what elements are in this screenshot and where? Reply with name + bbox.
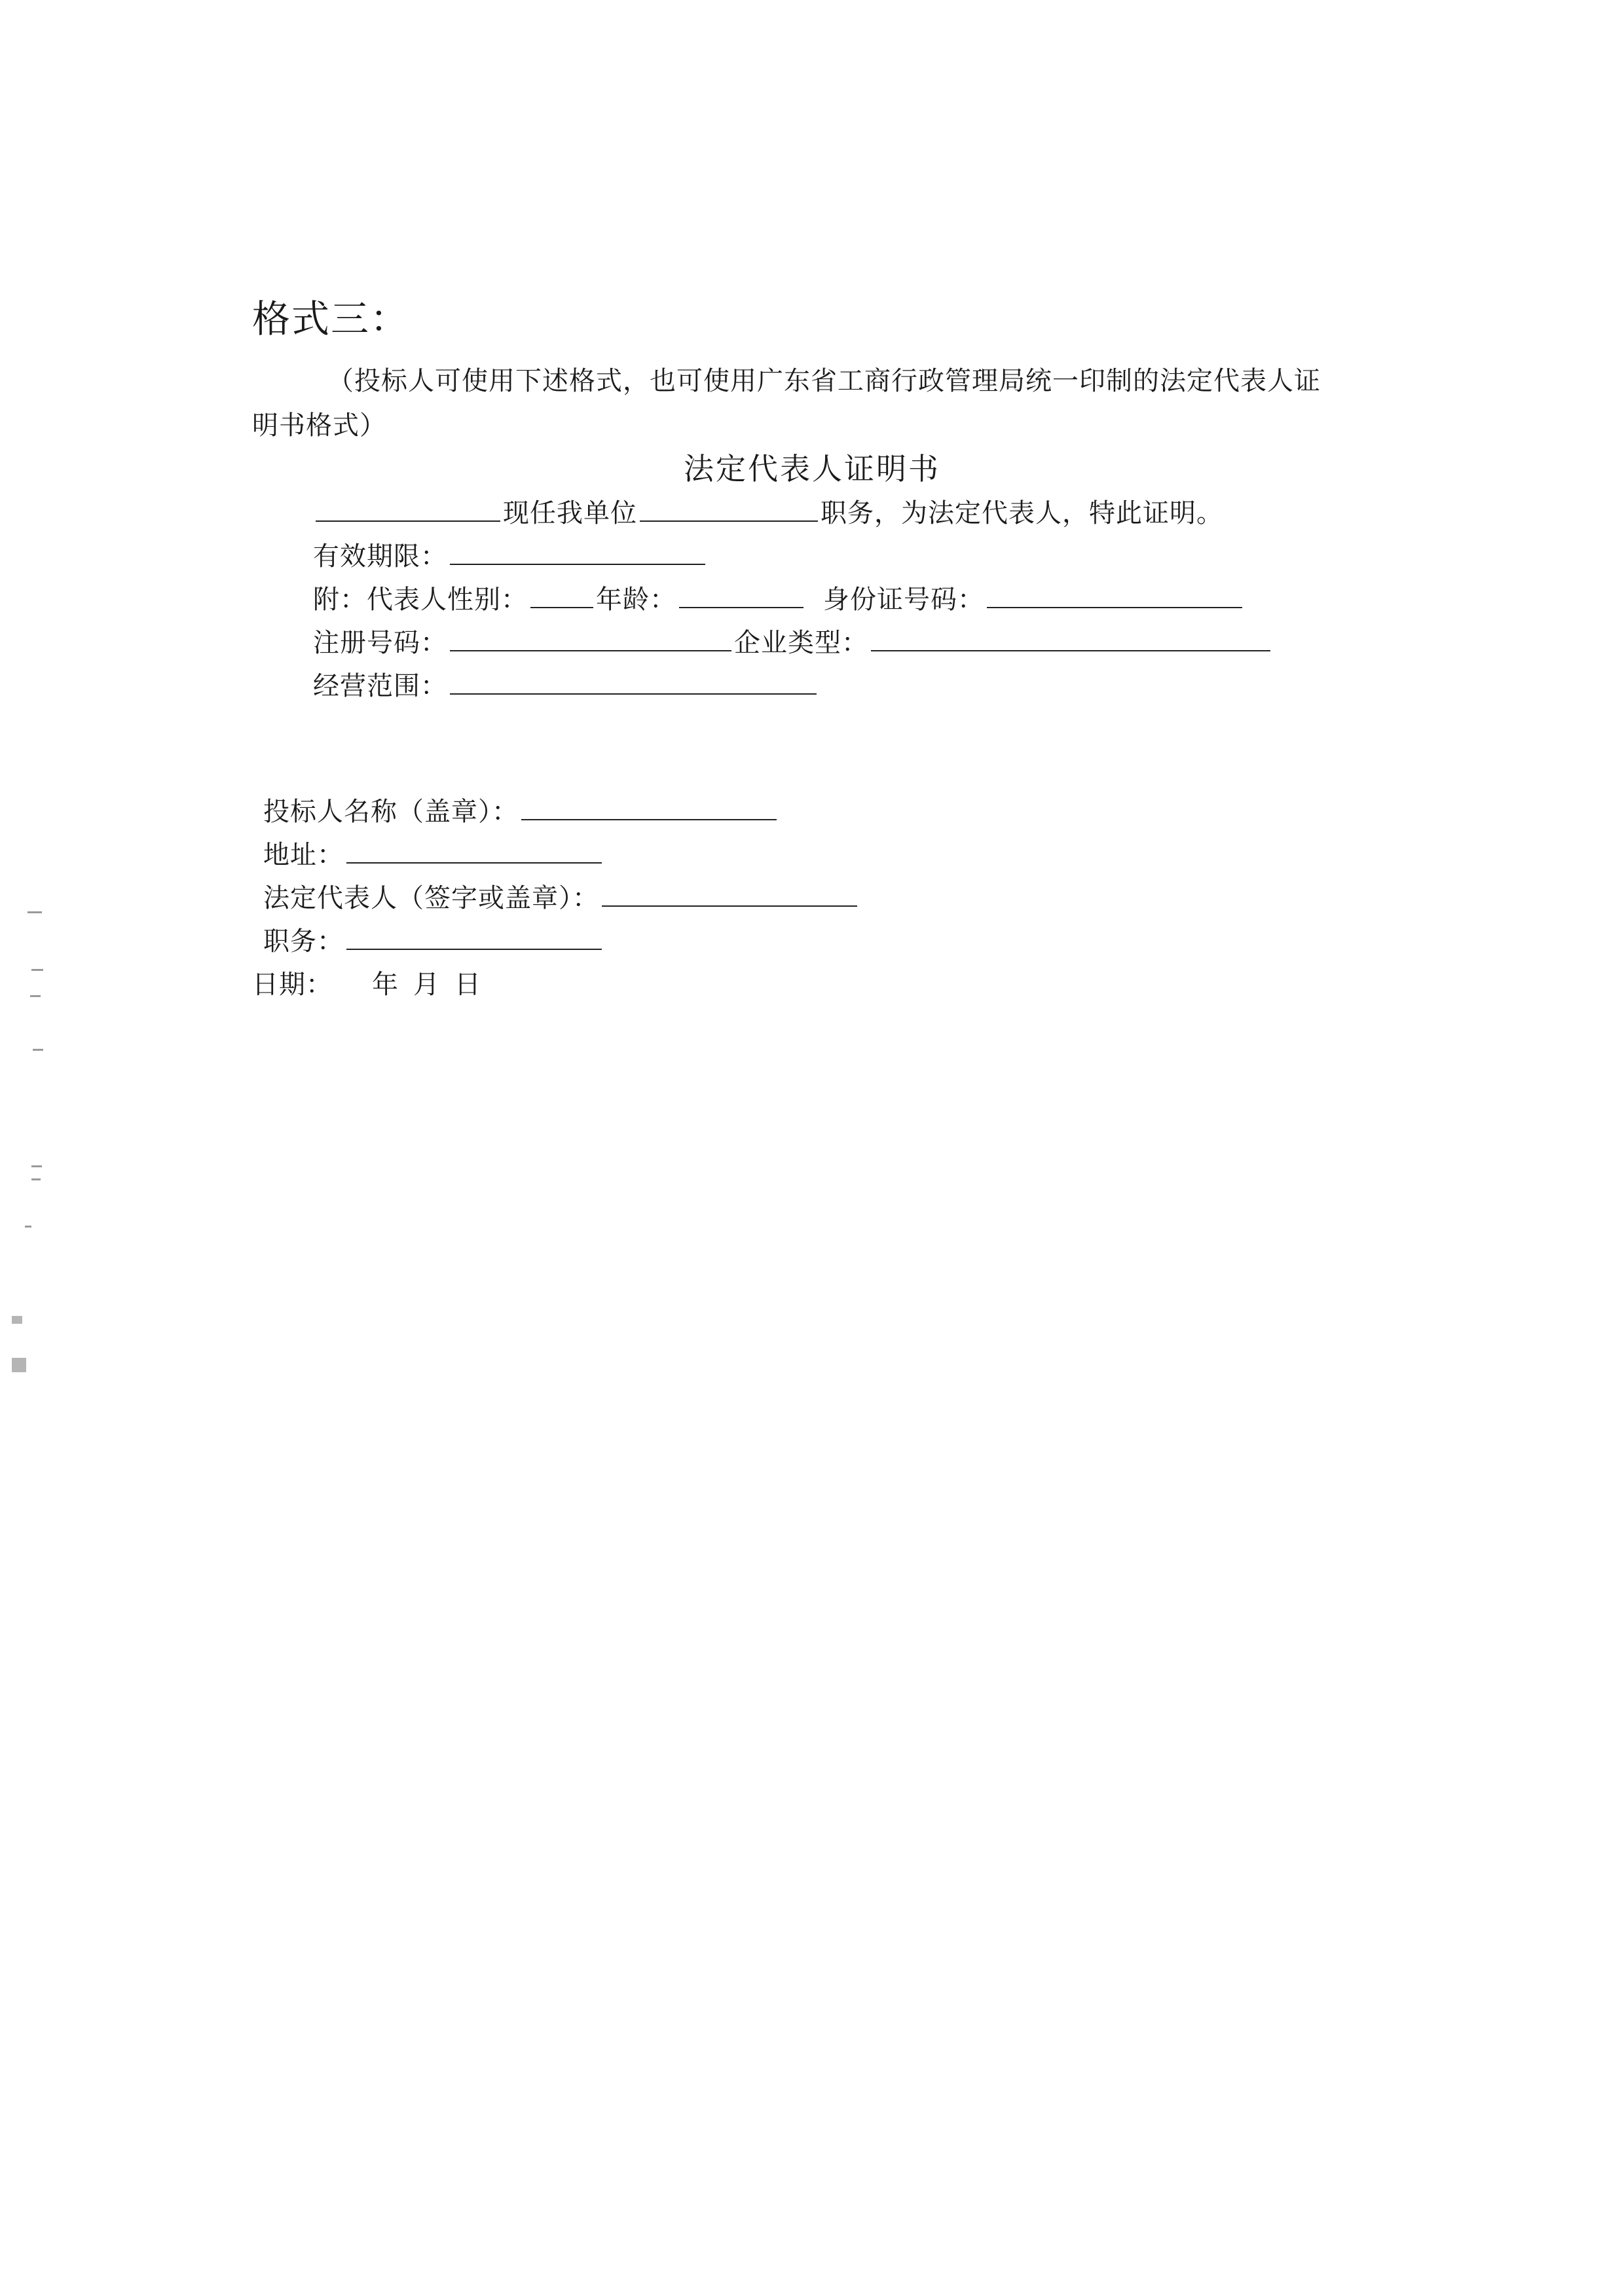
position-label: 职务： bbox=[263, 926, 344, 957]
intro-line-1: （投标人可使用下述格式，也可使用广东省工商行政管理局统一印制的法定代表人证 bbox=[327, 366, 1321, 396]
scan-artifact bbox=[25, 1226, 31, 1228]
valid-period-row bbox=[313, 536, 708, 573]
position-sign-blank[interactable] bbox=[346, 922, 602, 950]
bidder-name-blank[interactable] bbox=[521, 793, 777, 820]
age-blank[interactable] bbox=[679, 581, 803, 608]
position-row bbox=[263, 920, 604, 958]
scan-artifact bbox=[30, 995, 41, 997]
certificate-title: 法定代表人证明书 bbox=[684, 451, 940, 486]
legal-rep-row bbox=[263, 877, 860, 915]
rep-info-row bbox=[313, 579, 1245, 616]
id-number-blank[interactable] bbox=[987, 581, 1242, 608]
bidder-name-label: 投标人名称（盖章）： bbox=[263, 797, 519, 827]
date-day: 日 bbox=[454, 970, 481, 1000]
legal-rep-label: 法定代表人（签字或盖章）： bbox=[263, 883, 599, 913]
scan-artifact bbox=[31, 1178, 41, 1180]
legal-rep-blank[interactable] bbox=[602, 879, 857, 907]
scan-artifact bbox=[31, 969, 43, 971]
business-scope-label: 经营范围： bbox=[313, 671, 447, 701]
date-year: 年 bbox=[372, 970, 399, 1000]
business-scope-blank[interactable] bbox=[450, 667, 817, 695]
scan-artifact bbox=[31, 1165, 42, 1167]
date-label: 日期： bbox=[252, 970, 333, 1000]
valid-period-label: 有效期限： bbox=[313, 541, 447, 572]
certificate-line-1 bbox=[313, 492, 1223, 530]
registration-row bbox=[313, 622, 1273, 659]
scan-artifact bbox=[12, 1358, 26, 1372]
id-number-label: 身份证号码： bbox=[823, 585, 984, 615]
address-label: 地址： bbox=[263, 840, 344, 870]
scan-artifact bbox=[12, 1316, 22, 1324]
enterprise-type-blank[interactable] bbox=[871, 624, 1270, 651]
intro-line-2: 明书格式） bbox=[252, 410, 386, 441]
legal-rep-statement: 职务，为法定代表人，特此证明。 bbox=[821, 498, 1223, 528]
address-row bbox=[263, 834, 604, 871]
gender-blank[interactable] bbox=[530, 581, 593, 608]
reg-number-label: 注册号码： bbox=[313, 628, 447, 658]
bidder-name-row bbox=[263, 791, 779, 828]
current-position-text: 现任我单位 bbox=[503, 498, 637, 528]
scan-artifact bbox=[28, 911, 42, 913]
enterprise-type-label: 企业类型： bbox=[734, 628, 868, 658]
position-blank[interactable] bbox=[640, 494, 818, 522]
address-blank[interactable] bbox=[346, 836, 602, 864]
valid-period-blank[interactable] bbox=[450, 538, 705, 565]
gender-label: 附：代表人性别： bbox=[313, 585, 528, 615]
format-heading: 格式三： bbox=[252, 297, 410, 341]
date-row bbox=[252, 964, 481, 1001]
date-month: 月 bbox=[413, 970, 440, 1000]
reg-number-blank[interactable] bbox=[450, 624, 731, 651]
scan-artifact bbox=[33, 1049, 43, 1051]
age-label: 年龄： bbox=[596, 585, 676, 615]
name-blank[interactable] bbox=[316, 494, 500, 522]
business-scope-row bbox=[313, 665, 819, 702]
